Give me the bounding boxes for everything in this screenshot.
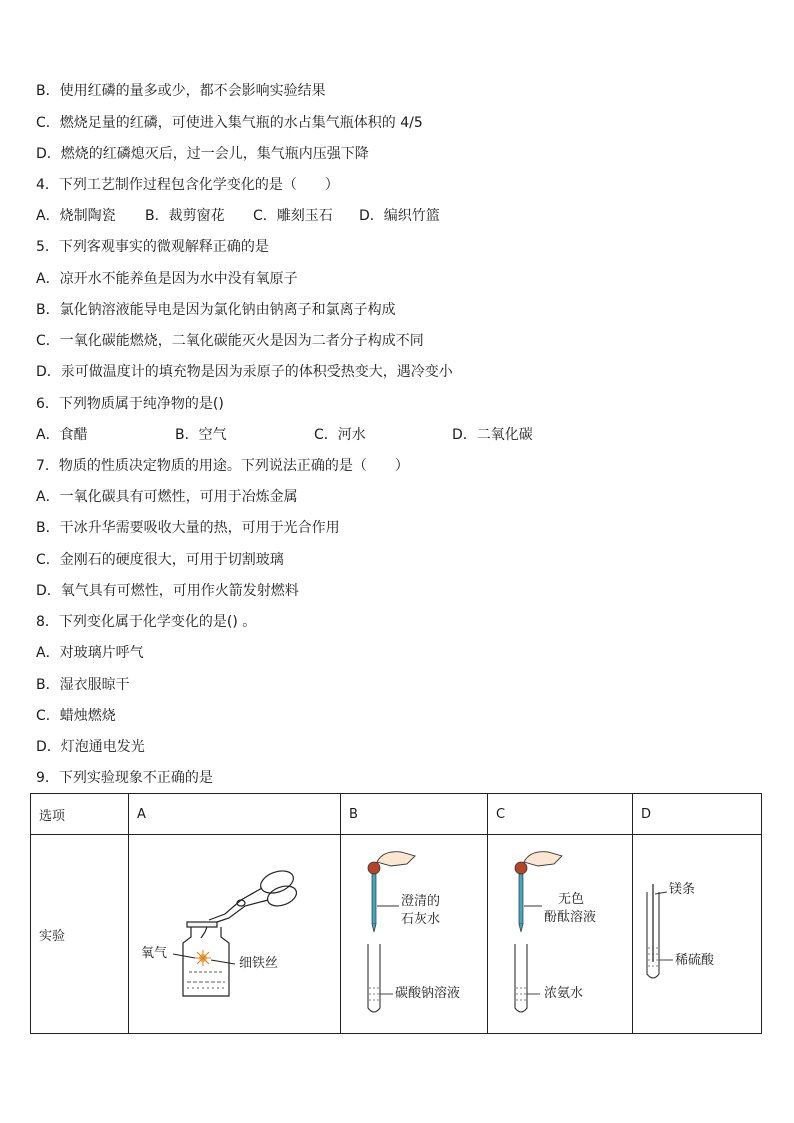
hand-icon: [524, 852, 562, 866]
q4-option-d: D．编织竹篮: [359, 208, 440, 224]
q6-option-a: A．食醋: [36, 427, 88, 443]
q6-option-c: C．河水: [314, 427, 366, 443]
experiment-table: [30, 793, 762, 1034]
q4-option-b: B．裁剪窗花: [145, 208, 225, 224]
dropper-test-tube-diagram-c: [488, 836, 631, 1032]
cell-d: [633, 835, 762, 1034]
q8-stem: 8．下列变化属于化学变化的是() 。: [36, 614, 257, 630]
q5-option-b: B．氯化钠溶液能导电是因为氯化钠由钠离子和氯离子构成: [36, 302, 396, 318]
magnesium-acid-diagram: [633, 836, 760, 1032]
cell-a: [129, 835, 341, 1034]
iron-wire-oxygen-diagram: [129, 836, 339, 1032]
q3-option-c: C．燃烧足量的红磷，可使进入集气瓶的水占集气瓶体积的 4/5: [36, 115, 423, 131]
q7-stem: 7．物质的性质决定物质的用途。下列说法正确的是（ ）: [36, 458, 409, 474]
q3-option-b: B．使用红磷的量多或少，都不会影响实验结果: [36, 83, 326, 99]
dropper-test-tube-diagram-b: [341, 836, 486, 1032]
q4-stem: 4．下列工艺制作过程包含化学变化的是（ ）: [36, 177, 339, 193]
q8-option-c: C．蜡烛燃烧: [36, 708, 116, 724]
label-phenolphthalein: 酚酞溶液: [544, 910, 597, 925]
label-ammonia: 浓氨水: [544, 986, 584, 1001]
header-option: 选项: [31, 794, 129, 835]
q5-stem: 5．下列客观事实的微观解释正确的是: [36, 239, 269, 255]
label-iron-wire: 细铁丝: [239, 956, 279, 971]
q8-option-a: A．对玻璃片呼气: [36, 645, 144, 661]
q7-option-a: A．一氧化碳具有可燃性，可用于冶炼金属: [36, 489, 298, 505]
label-colorless: 无色: [558, 892, 585, 907]
q3-option-d: D．燃烧的红磷熄灭后，过一会儿，集气瓶内压强下降: [36, 146, 369, 162]
header-b: B: [341, 794, 488, 835]
q8-option-d: D．灯泡通电发光: [36, 739, 145, 755]
header-a: A: [129, 794, 341, 835]
q5-option-c: C．一氧化碳能燃烧，二氧化碳能灭火是因为二者分子构成不同: [36, 333, 424, 349]
row-label-experiment: 实验: [31, 835, 129, 1034]
q6-stem: 6．下列物质属于纯净物的是(): [36, 396, 224, 412]
label-sodium-carbonate: 碳酸钠溶液: [395, 986, 461, 1001]
label-magnesium: 镁条: [669, 882, 696, 897]
q7-option-c: C．金刚石的硬度很大，可用于切割玻璃: [36, 552, 284, 568]
q8-option-b: B．湿衣服晾干: [36, 677, 130, 693]
cell-c: [488, 835, 633, 1034]
cell-b: [341, 835, 488, 1034]
label-clear: 澄清的: [401, 894, 441, 909]
table-experiment-row: [31, 835, 762, 1034]
q5-option-a: A．凉开水不能养鱼是因为水中没有氧原子: [36, 271, 298, 287]
header-d: D: [633, 794, 762, 835]
q6-option-b: B．空气: [175, 427, 227, 443]
hand-icon: [377, 852, 415, 866]
label-oxygen: 氧气: [141, 946, 168, 961]
label-limewater: 石灰水: [401, 912, 441, 927]
q6-option-d: D．二氧化碳: [452, 427, 533, 443]
label-dilute-sulfuric-acid: 稀硫酸: [675, 953, 715, 968]
sparks: [195, 950, 211, 966]
q9-stem: 9．下列实验现象不正确的是: [36, 770, 213, 786]
q4-option-a: A．烧制陶瓷: [36, 208, 116, 224]
table-header-row: [31, 794, 762, 835]
q7-option-d: D．氧气具有可燃性，可用作火箭发射燃料: [36, 583, 299, 599]
q7-option-b: B．干冰升华需要吸收大量的热，可用于光合作用: [36, 520, 340, 536]
q4-option-c: C．雕刻玉石: [253, 208, 333, 224]
header-c: C: [488, 794, 633, 835]
q5-option-d: D．汞可做温度计的填充物是因为汞原子的体积受热变大，遇冷变小: [36, 364, 453, 380]
